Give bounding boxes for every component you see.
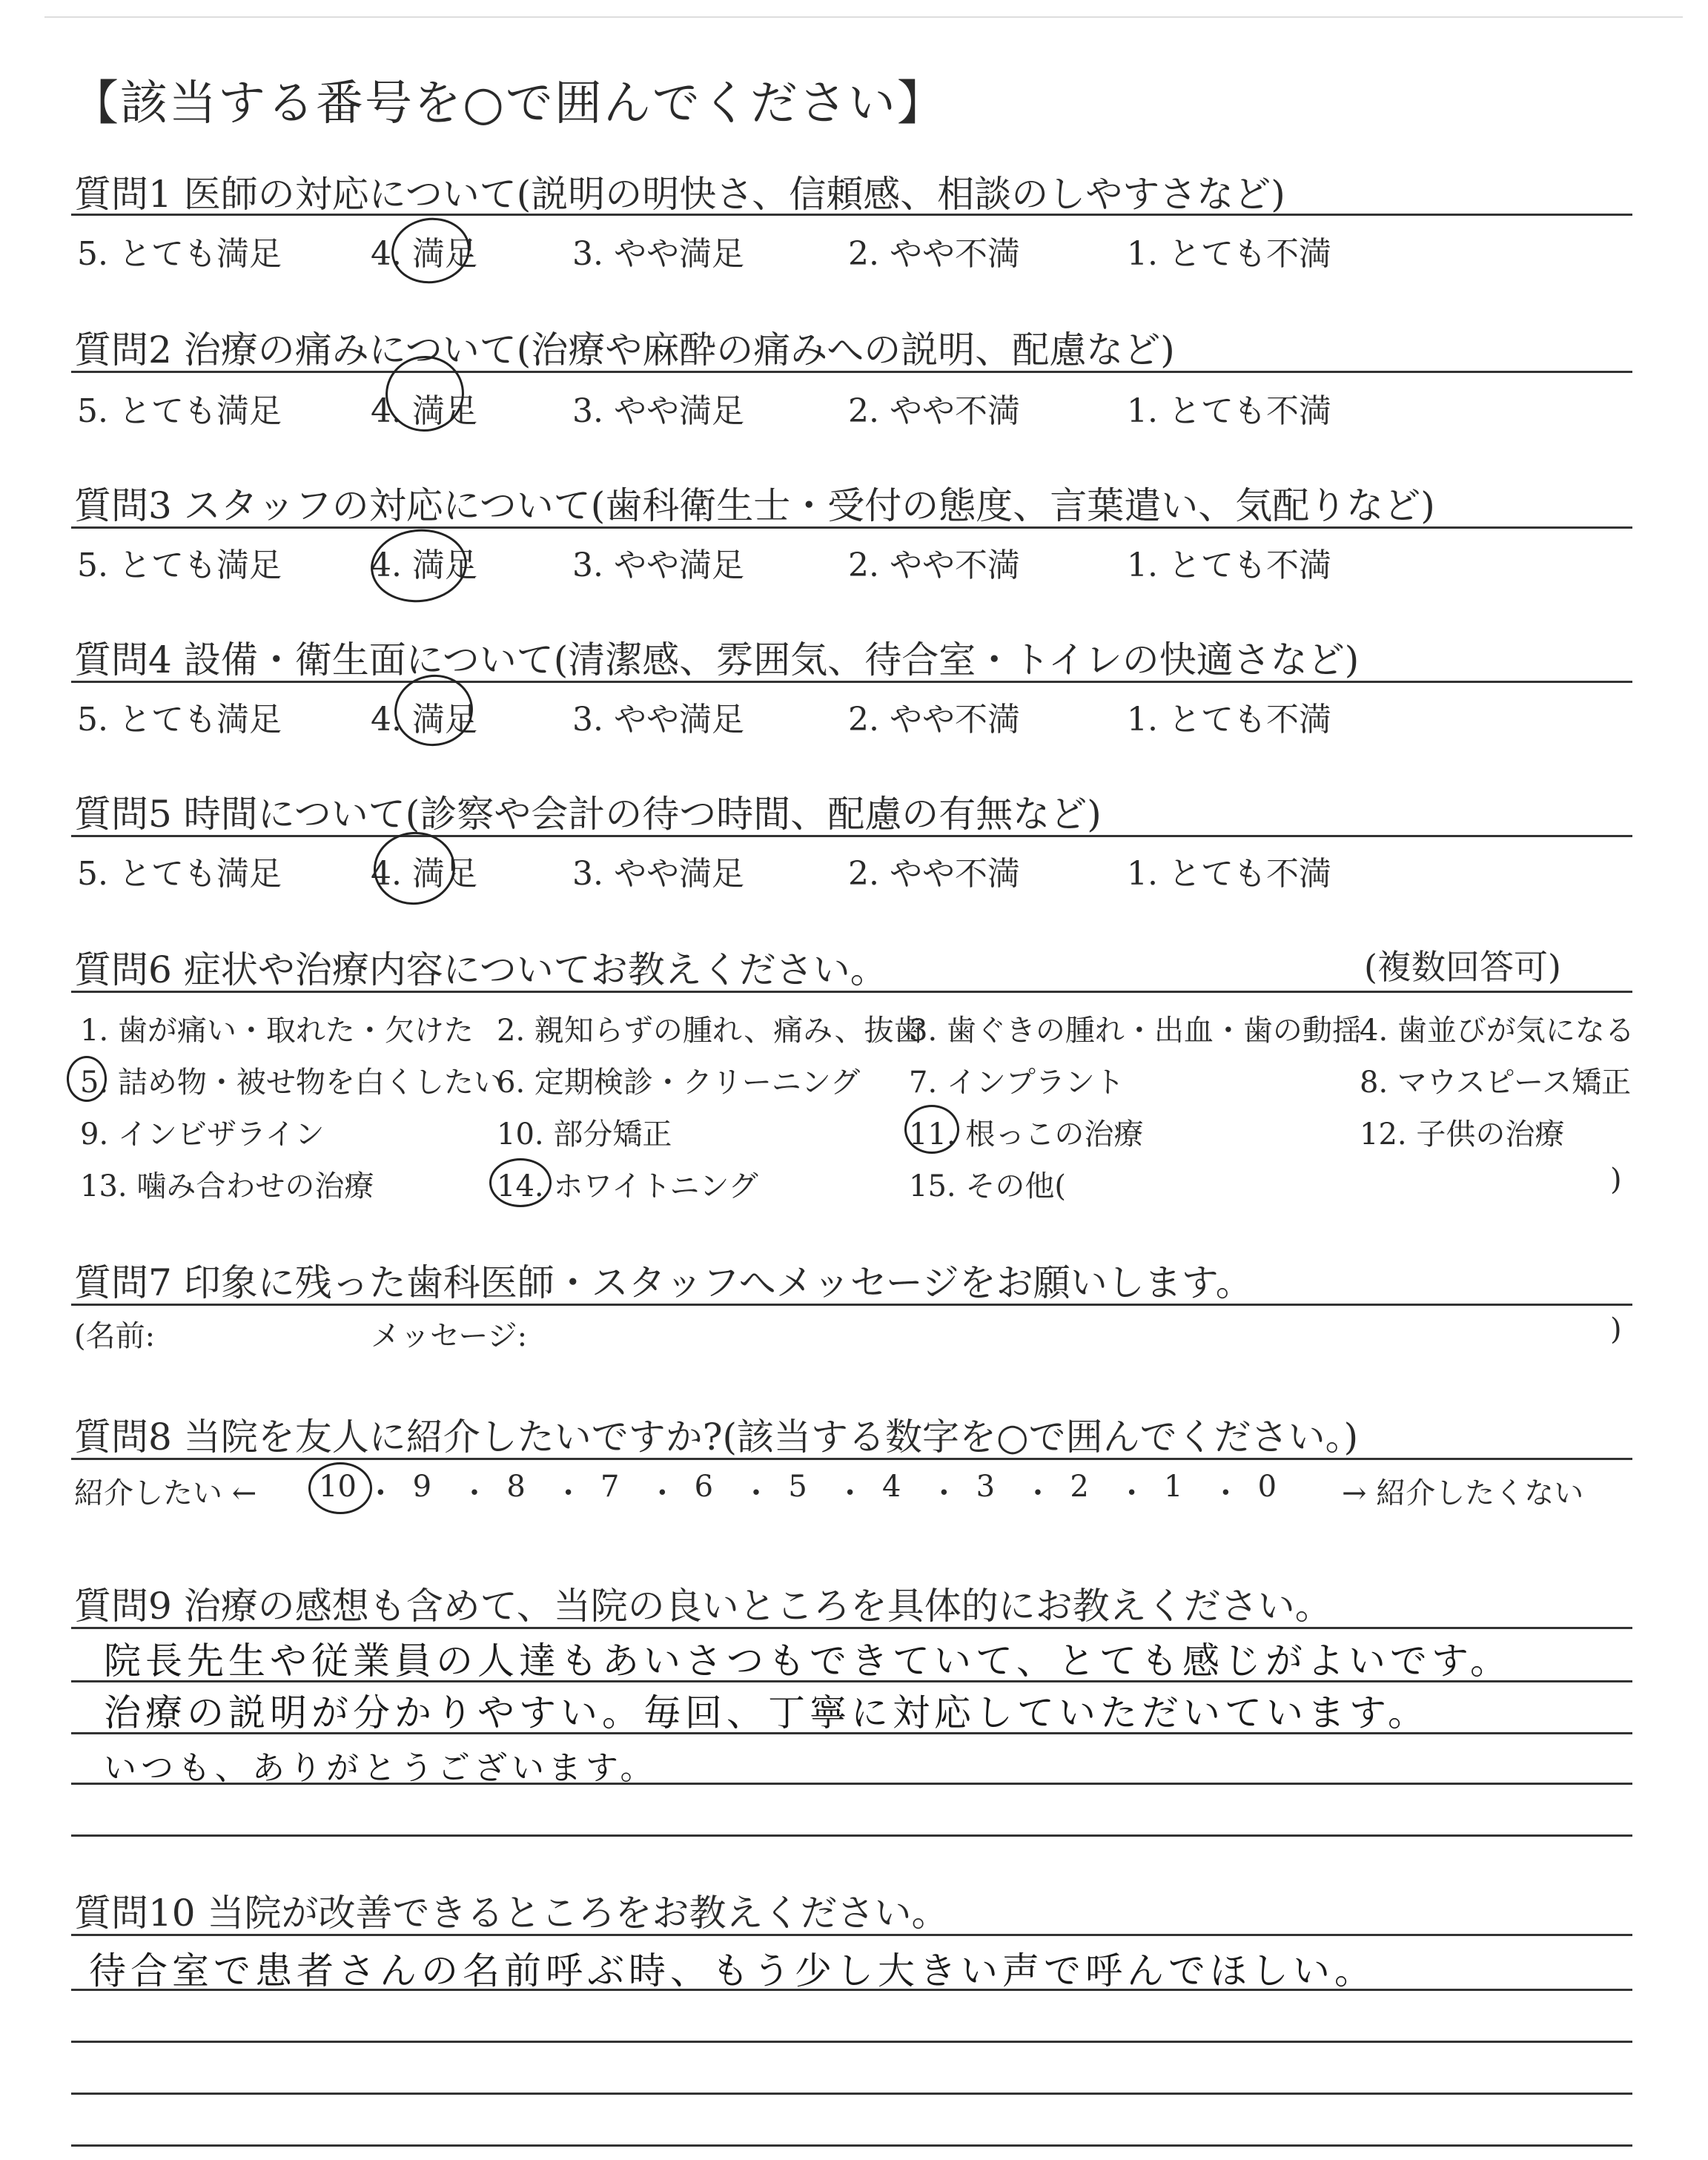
q8-scale-separator: ・: [929, 1476, 959, 1510]
q8-scale-value-9[interactable]: 9: [412, 1470, 432, 1504]
q6-item-12[interactable]: 12. 子供の治療: [1360, 1117, 1565, 1152]
question-9-rule-4: [71, 1783, 1632, 1785]
q4-option-2[interactable]: 2. やや不満: [848, 701, 1020, 739]
q8-scale-separator: ・: [741, 1476, 771, 1510]
q8-scale-separator: ・: [835, 1476, 865, 1510]
q6-item-4[interactable]: 4. 歯並びが気になる: [1360, 1014, 1635, 1048]
q2-option-4[interactable]: 4. 満足: [371, 392, 477, 430]
q8-left-label: 紹介したい ←: [74, 1476, 257, 1510]
q10-answer-line-1: 待合室で患者さんの名前呼ぶ時、もう少し大きい声で呼んでほしい。: [89, 1949, 1376, 1992]
question-6-label: 質問6 症状や治療内容についてお教えください。: [74, 948, 887, 991]
question-10-rule-4: [71, 2093, 1632, 2095]
question-1-rule: [71, 214, 1632, 216]
q3-option-4[interactable]: 4. 満足: [371, 546, 477, 584]
q5-option-3[interactable]: 3. やや満足: [572, 855, 744, 893]
q8-scale-value-7[interactable]: 7: [600, 1470, 620, 1504]
q8-scale-separator: ・: [365, 1476, 396, 1510]
q8-scale-separator: ・: [460, 1476, 489, 1510]
q5-selection-circle: [370, 828, 459, 909]
question-10-rule-5: [71, 2144, 1632, 2147]
q1-option-4[interactable]: 4. 満足: [371, 235, 477, 273]
q8-scale-value-5[interactable]: 5: [788, 1470, 807, 1504]
question-8-label: 質問8 当院を友人に紹介したいですか?(該当する数字を○で囲んでください。): [74, 1416, 1359, 1459]
q3-option-5[interactable]: 5. とても満足: [77, 546, 282, 584]
question-10-label: 質問10 当院が改善できるところをお教えください。: [74, 1892, 949, 1935]
q6-item-5[interactable]: 5. 詰め物・被せ物を白くしたい: [80, 1066, 503, 1100]
q5-option-1[interactable]: 1. とても不満: [1127, 855, 1331, 893]
q1-option-2[interactable]: 2. やや不満: [848, 235, 1020, 273]
q6-selection-circle-5: [67, 1056, 107, 1102]
q2-option-2[interactable]: 2. やや不満: [848, 392, 1020, 430]
q8-scale-value-6[interactable]: 6: [694, 1470, 714, 1504]
q8-scale-value-4[interactable]: 4: [882, 1470, 901, 1504]
question-2-label: 質問2 治療の痛みについて(治療や麻酔の痛みへの説明、配慮など): [74, 328, 1175, 371]
q4-option-1[interactable]: 1. とても不満: [1127, 701, 1331, 739]
question-2-rule: [71, 371, 1632, 373]
q6-item-13[interactable]: 13. 噛み合わせの治療: [80, 1169, 374, 1203]
q6-item-15-close: ): [1610, 1163, 1622, 1197]
q5-option-2[interactable]: 2. やや不満: [848, 855, 1020, 893]
q6-item-14[interactable]: 14. ホワイトニング: [497, 1169, 758, 1203]
question-1-label: 質問1 医師の対応について(説明の明快さ、信頼感、相談のしやすさなど): [74, 173, 1285, 216]
q3-option-2[interactable]: 2. やや不満: [848, 546, 1020, 584]
question-9-rule-2: [71, 1680, 1632, 1682]
q9-answer-line-3: いつも、ありがとうございます。: [104, 1749, 658, 1787]
q1-option-3[interactable]: 3. やや満足: [572, 235, 744, 273]
q8-scale-separator: ・: [1023, 1476, 1053, 1510]
q8-scale-separator: ・: [553, 1476, 583, 1510]
q8-selection-circle: [308, 1462, 372, 1514]
q6-item-7[interactable]: 7. インプラント: [909, 1066, 1125, 1100]
q8-scale-value-2[interactable]: 2: [1070, 1470, 1089, 1504]
question-10-rule-1: [71, 1934, 1632, 1936]
question-7-label: 質問7 印象に残った歯科医師・スタッフへメッセージをお願いします。: [74, 1261, 1253, 1304]
q5-option-4[interactable]: 4. 満足: [371, 855, 477, 893]
q6-item-3[interactable]: 3. 歯ぐきの腫れ・出血・歯の動揺: [909, 1014, 1362, 1048]
q6-item-9[interactable]: 9. インビザライン: [80, 1117, 325, 1152]
q3-option-3[interactable]: 3. やや満足: [572, 546, 744, 584]
q4-option-5[interactable]: 5. とても満足: [77, 701, 282, 739]
question-5-label: 質問5 時間について(診察や会計の待つ時間、配慮の有無など): [74, 793, 1102, 836]
question-4-rule: [71, 681, 1632, 683]
q7-close-paren: ): [1610, 1312, 1622, 1347]
q6-selection-circle-11: [904, 1105, 959, 1154]
q7-name-label: (名前:: [74, 1319, 156, 1353]
q1-selection-circle: [387, 213, 474, 288]
q2-option-3[interactable]: 3. やや満足: [572, 392, 744, 430]
q8-right-label: → 紹介したくない: [1342, 1476, 1584, 1510]
q6-item-10[interactable]: 10. 部分矯正: [497, 1117, 672, 1152]
q6-item-6[interactable]: 6. 定期検診・クリーニング: [497, 1066, 861, 1100]
question-7-rule: [71, 1304, 1632, 1306]
question-9-rule-5: [71, 1834, 1632, 1837]
q6-item-15[interactable]: 15. その他(: [909, 1169, 1066, 1203]
q8-scale-value-10[interactable]: 10: [319, 1470, 357, 1504]
q8-scale: [319, 1470, 1305, 1511]
question-9-label: 質問9 治療の感想も含めて、当院の良いところを具体的にお教えください。: [74, 1585, 1332, 1628]
q4-option-4[interactable]: 4. 満足: [371, 701, 477, 739]
question-6-note: (複数回答可): [1364, 947, 1561, 987]
q8-scale-value-3[interactable]: 3: [976, 1470, 996, 1504]
q8-scale-separator: ・: [1211, 1476, 1241, 1510]
q3-option-1[interactable]: 1. とても不満: [1127, 546, 1331, 584]
question-9-rule-3: [71, 1732, 1632, 1734]
q2-option-5[interactable]: 5. とても満足: [77, 392, 282, 430]
q8-scale-value-8[interactable]: 8: [506, 1470, 526, 1504]
question-4-label: 質問4 設備・衛生面について(清潔感、雰囲気、待合室・トイレの快適さなど): [74, 638, 1360, 681]
q9-answer-line-2: 治療の説明が分かりやすい。毎回、丁寧に対応していただいています。: [104, 1691, 1429, 1734]
q7-message-label: メッセージ:: [371, 1319, 528, 1353]
page-title: 【該当する番号を○で囲んでください】: [71, 76, 946, 131]
q1-option-1[interactable]: 1. とても不満: [1127, 235, 1331, 273]
question-3-rule: [71, 526, 1632, 529]
q6-item-2[interactable]: 2. 親知らずの腫れ、痛み、抜歯: [497, 1014, 924, 1048]
question-10-rule-2: [71, 1989, 1632, 1991]
q8-scale-value-1[interactable]: 1: [1164, 1470, 1183, 1504]
question-6-rule: [71, 991, 1632, 993]
question-3-label: 質問3 スタッフの対応について(歯科衛生士・受付の態度、言葉遣い、気配りなど): [74, 484, 1435, 527]
q6-item-11[interactable]: 11. 根っこの治療: [909, 1117, 1144, 1152]
q6-item-8[interactable]: 8. マウスピース矯正: [1360, 1066, 1632, 1100]
q5-option-5[interactable]: 5. とても満足: [77, 855, 282, 893]
q6-selection-circle-14: [489, 1158, 552, 1207]
question-5-rule: [71, 835, 1632, 837]
q8-scale-separator: ・: [647, 1476, 678, 1510]
q9-answer-line-1: 院長先生や従業員の人達もあいさつもできていて、とても感じがよいです。: [104, 1639, 1512, 1682]
q1-option-5[interactable]: 5. とても満足: [77, 235, 282, 273]
q3-selection-circle: [367, 524, 471, 607]
question-8-rule: [71, 1458, 1632, 1460]
question-9-rule-1: [71, 1627, 1632, 1629]
q2-option-1[interactable]: 1. とても不満: [1127, 392, 1331, 430]
page-top-edge: [44, 16, 1683, 18]
q4-option-3[interactable]: 3. やや満足: [572, 701, 744, 739]
q6-item-1[interactable]: 1. 歯が痛い・取れた・欠けた: [80, 1014, 474, 1048]
q8-scale-value-0[interactable]: 0: [1257, 1470, 1277, 1504]
q8-scale-separator: ・: [1116, 1476, 1147, 1510]
question-10-rule-3: [71, 2041, 1632, 2043]
